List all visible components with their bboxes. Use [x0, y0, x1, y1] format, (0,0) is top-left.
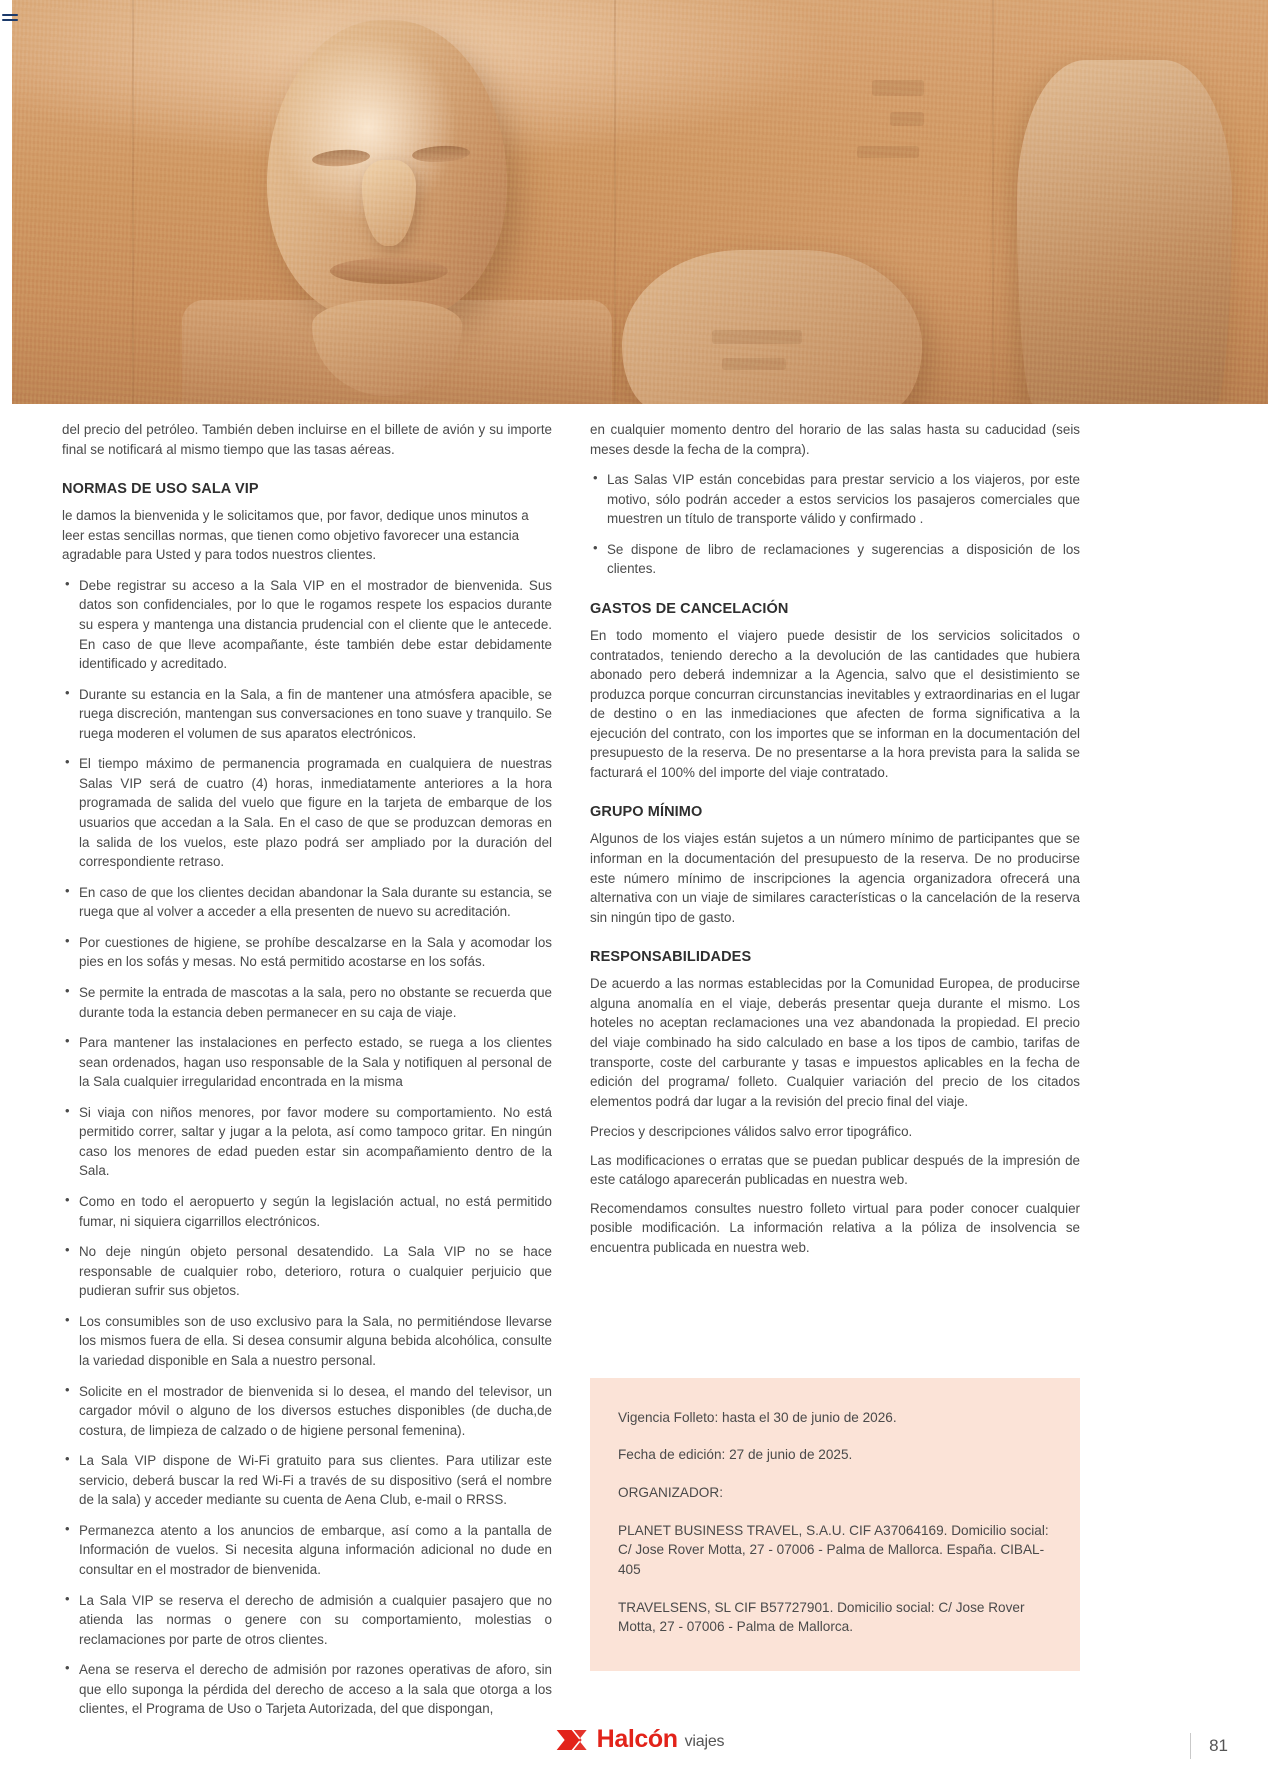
two-column-layout: [0, 404, 1280, 1730]
list-item: • En caso de que los clientes decidan abandonar la Sala durante su estancia, se ruega que al volver a acceder a ella presenten de nuevo su acreditación.: [62, 883, 552, 922]
sandstone-texture: [12, 0, 1268, 404]
list-item: • La Sala VIP dispone de Wi-Fi gratuito para sus clientes. Para utilizar este servicio, deberá buscar la red Wi-Fi a través de su dispositivo (será el nombre de la sala) y acceder mediante su cuenta de Aena Club, e-mail o RRSS.: [62, 1451, 552, 1510]
list-item: • Se dispone de libro de reclamaciones y sugerencias a disposición de los clientes.: [590, 540, 1080, 579]
list-item: • Por cuestiones de higiene, se prohíbe descalzarse en la Sala y acomodar los pies en los sofás y mesas. No está permitido acostarse en los sofás.: [62, 933, 552, 972]
section-body-responsabilidades-4: Recomendamos consultes nuestro folleto virtual para poder conocer cualquier posible modificación. La información relativa a la póliza de insolvencia se encuentra publicada en nuestra web.: [590, 1200, 1080, 1255]
right-column: [590, 420, 1080, 1730]
left-column: [62, 420, 552, 1730]
list-item: • Se permite la entrada de mascotas a la sala, pero no obstante se recuerda que durante toda la estancia deben permanecer en su caja de viaje.: [62, 983, 552, 1022]
list-item: • Debe registrar su acceso a la Sala VIP en el mostrador de bienvenida. Sus datos son confidenciales, por lo que le rogamos respete los espacios durante su espera y mantenga una distancia prudencial con el cliente que le antecede. En caso de que lleve acompañante, éste también debe estar debidamente identificado y acreditado.: [62, 576, 552, 674]
intro-paragraph: del precio del petróleo. También deben incluirse en el billete de avión y su importe final se notificará al mismo tiempo que las tasas aéreas.: [62, 422, 552, 457]
page-number-divider: [1190, 1733, 1191, 1759]
list-item: • La Sala VIP se reserva el derecho de admisión a cualquier pasajero que no atienda las normas o genere con su comportamiento, molestias o reclamaciones por parte de otros clientes.: [62, 1591, 552, 1650]
list-item: • Solicite en el mostrador de bienvenida si lo desea, el mando del televisor, un cargador móvil o alguno de los diversos estuches disponibles (de ducha,de costura, de limpieza de calzado o de higiene personal femenina).: [62, 1382, 552, 1441]
falcon-logo-icon: [556, 1727, 590, 1753]
edition-date-line: Fecha de edición: 27 de junio de 2025.: [618, 1447, 853, 1463]
validity-line: Vigencia Folleto: hasta el 30 de junio de 2026.: [618, 1409, 897, 1425]
rules-list-right: [590, 470, 1080, 579]
rules-list-left: [62, 576, 552, 1719]
list-item: • No deje ningún objeto personal desatendido. La Sala VIP no se hace responsable de cualquier robo, deterioro, rotura o cualquier perjuicio que pudieran sufrir sus objetos.: [62, 1242, 552, 1301]
section-body-responsabilidades-3: Las modificaciones o erratas que se puedan publicar después de la impresión de este catálogo aparecerán publicadas en nuestra web.: [590, 1152, 1080, 1188]
page-footer: [0, 1705, 1280, 1791]
brand-suffix: viajes: [684, 1733, 725, 1750]
section-title-gastos: GASTOS DE CANCELACIÓN: [590, 600, 789, 617]
page-number-value: 81: [1209, 1736, 1228, 1755]
list-item: • Si viaja con niños menores, por favor modere su comportamiento. No está permitido correr, saltar y jugar a la pelota, así como tampoco gritar. En ningún caso los menores de edad pueden estar sin acompañamiento dentro de la Sala.: [62, 1103, 552, 1181]
hero-image: [12, 0, 1268, 404]
list-item: • Las Salas VIP están concebidas para prestar servicio a los viajeros, por este motivo, sólo podrán acceder a estos servicios los pasajeros comerciales que muestren un título de transporte válido y confirmado .: [590, 470, 1080, 529]
page-number: [1190, 1733, 1228, 1759]
list-item: • Durante su estancia en la Sala, a fin de mantener una atmósfera apacible, se ruega discreción, mantengan sus conversaciones en tono suave y tranquilo. Se ruega moderen el volumen de sus aparatos electrónicos.: [62, 685, 552, 744]
section-title-responsabilidades: RESPONSABILIDADES: [590, 949, 752, 966]
continuation-paragraph: en cualquier momento dentro del horario de las salas hasta su caducidad (seis meses desde la fecha de la compra).: [590, 422, 1080, 457]
section-body-grupo: Algunos de los viajes están sujetos a un número mínimo de participantes que se informan en la documentación del presupuesto de la reserva. De no producirse este número mínimo de inscripciones la agencia organizadora ofrecerá una alternativa con un viaje de similares características o la cancelación de la reserva sin ningún tipo de gasto.: [590, 831, 1080, 925]
section-body-responsabilidades-2: Precios y descripciones válidos salvo error tipográfico.: [590, 1124, 913, 1140]
list-item: • Aena se reserva el derecho de admisión por razones operativas de aforo, sin que ello suponga la pérdida del derecho de acceso a la sala que otorga a los clientes, el Programa de Uso o Tarjeta Autorizada, del que dispongan,: [62, 1660, 552, 1719]
section-body-gastos: En todo momento el viajero puede desistir de los servicios solicitados o contratados, teniendo derecho a la devolución de las cantidades que hubiera abonado pero deberá indemnizar a la Agencia, salvo que el desistimiento se produzca porque concurran circunstancias inevitables y extraordinarias en el lugar de destino o en las inmediaciones que afecten de forma significativa a la ejecución del contrato, con los importes que se informan en la documentación del presupuesto de la reserva. De no presentarse a la hora prevista para la salida se facturará el 100% del importe del viaje contratado.: [590, 627, 1080, 780]
organizer-info-card: [590, 1378, 1080, 1672]
organizer-label: ORGANIZADOR:: [618, 1484, 723, 1500]
list-item: • Para mantener las instalaciones en perfecto estado, se ruega a los clientes sean ordenados, hagan uso responsable de la Sala y notifiquen al personal de la Sala cualquier irregularidad encontrada en la misma: [62, 1033, 552, 1092]
brand-name: Halcón: [596, 1725, 678, 1753]
section-title-normas: NORMAS DE USO SALA VIP: [62, 481, 259, 498]
page-content: [0, 404, 1280, 1730]
hamburger-menu-icon[interactable]: [2, 14, 18, 26]
brand-logo: [556, 1725, 725, 1754]
list-item: • Como en todo el aeropuerto y según la legislación actual, no está permitido fumar, ni siquiera cigarrillos electrónicos.: [62, 1192, 552, 1231]
organizer-travelsens: TRAVELSENS, SL CIF B57727901. Domicilio social: C/ Jose Rover Motta, 27 - 07006 - Palma de Mallorca.: [618, 1599, 1025, 1635]
section-body-responsabilidades-1: De acuerdo a las normas establecidas por la Comunidad Europea, de producirse alguna anomalía en el viaje, deberás presentar queja durante el mismo. Los hoteles no aceptan reclamaciones una vez abandonada la propiedad. El precio del viaje combinado ha sido calculado en base a los tipos de cambio, tarifas de transporte, coste del carburante y tasas e impuestos aplicables en la fecha de edición del programa/ folleto. Cualquier variación del precio de los citados elementos podrá dar lugar a la revisión del precio final del viaje.: [590, 976, 1080, 1109]
list-item: • Permanezca atento a los anuncios de embarque, así como a la pantalla de Información de vuelos. Si necesita alguna información adicional no dude en consultar en el mostrador de bienvenida.: [62, 1521, 552, 1580]
section-title-grupo: GRUPO MÍNIMO: [590, 804, 703, 821]
list-item: • Los consumibles son de uso exclusivo para la Sala, no permitiéndose llevarse los mismos fuera de ella. Si desea consumir alguna bebida alcohólica, consulte la variedad disponible en Sala a nuestro personal.: [62, 1312, 552, 1371]
list-item: • El tiempo máximo de permanencia programada en cualquiera de nuestras Salas VIP será de cuatro (4) horas, inmediatamente anteriores a la hora programada de salida del vuelo que figure en la tarjeta de embarque de los usuarios que accedan a la Sala. En el caso de que se produzcan demoras en la salida de los vuelos, este plazo podrá ser ampliado por la duración del correspondiente retraso.: [62, 754, 552, 871]
organizer-planet: PLANET BUSINESS TRAVEL, S.A.U. CIF A37064169. Domicilio social: C/ Jose Rover Motta, 27 - 07006 - Palma de Mallorca. España. CIBAL-405: [618, 1522, 1049, 1578]
section-lead-normas: le damos la bienvenida y le solicitamos que, por favor, dedique unos minutos a leer estas sencillas normas, que tienen como objetivo favorecer una estancia agradable para Usted y para todos nuestros clientes.: [62, 508, 529, 563]
